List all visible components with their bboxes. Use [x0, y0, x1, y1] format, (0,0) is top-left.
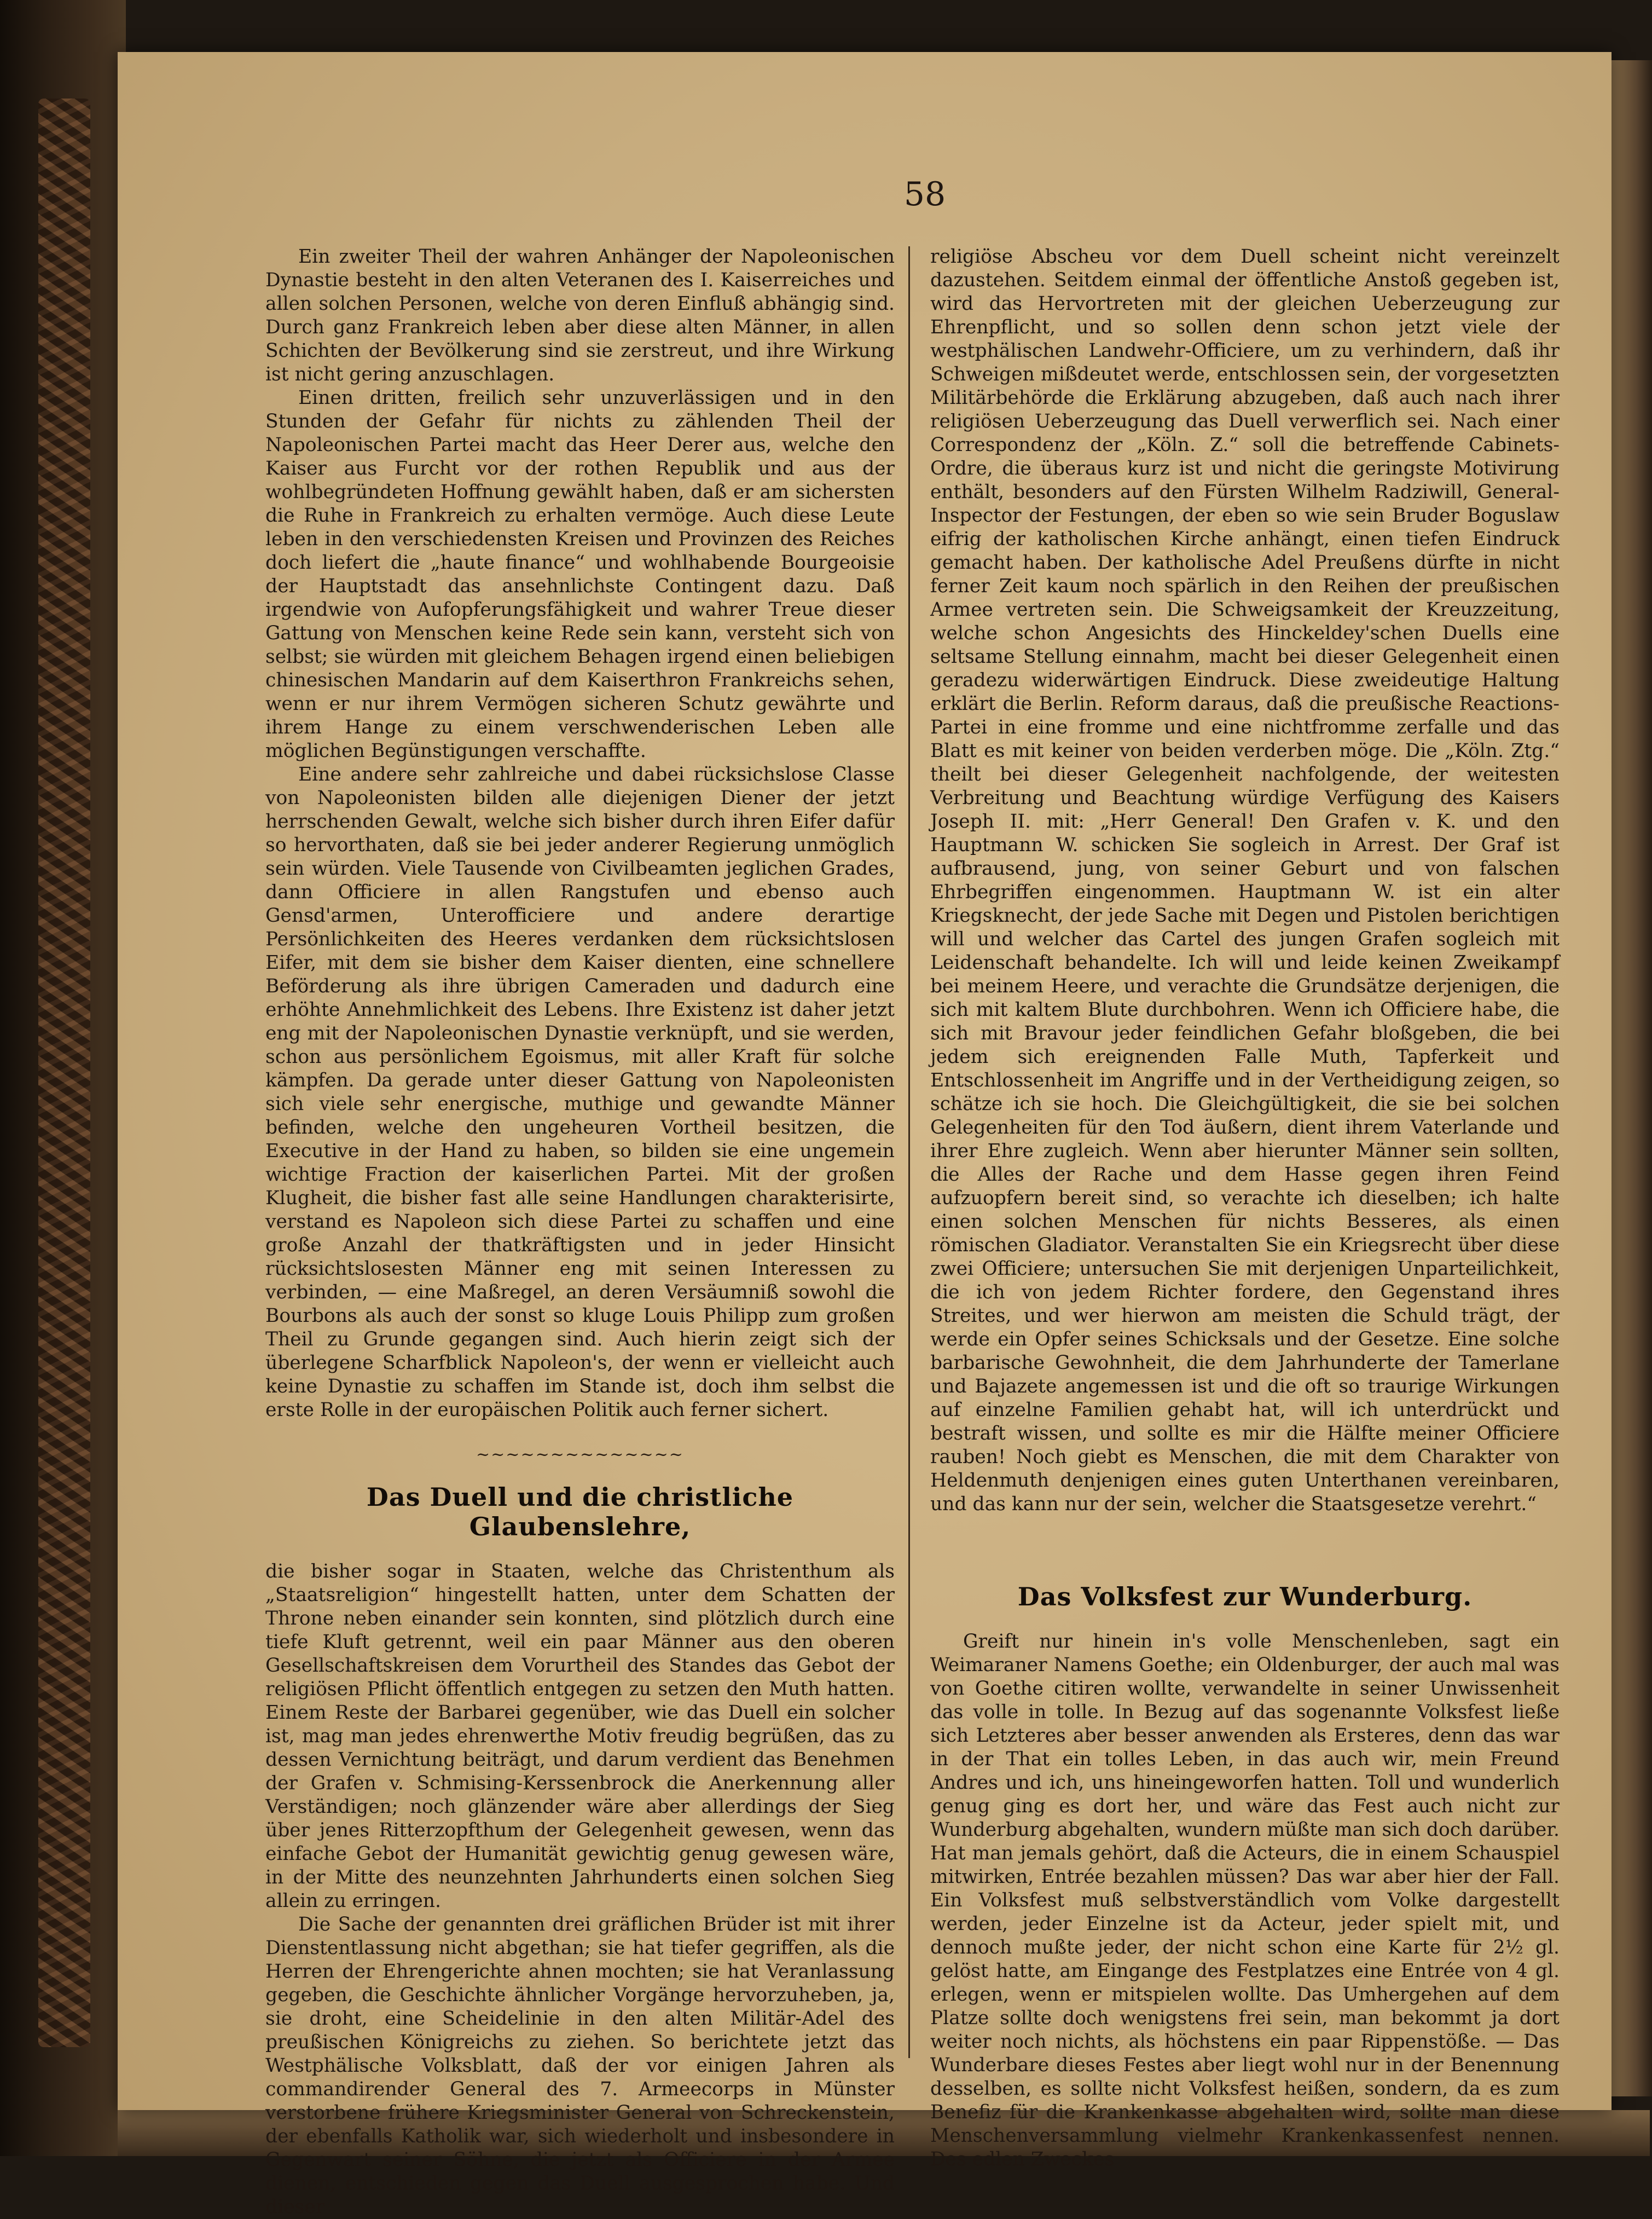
left-paragraph-1: Ein zweiter Theil der wahren Anhänger der Napoleonischen Dynastie besteht in den alten Veteranen des I. Kaiserreiches und allen solchen Personen, welche von deren Einfluß abhängig sind. Durch ganz Frankreich leben aber diese alten Männer, in allen Schichten der Bevölkerung sind sie zerstreut, und ihre Wirkung ist nicht gering anzuschlagen.	[265, 246, 895, 385]
section-divider: ~~~~~~~~~~~~~~	[476, 1445, 684, 1464]
left-paragraph-4: die bisher sogar in Staaten, welche das Christenthum als „Staatsreligion“ hingestellt hatten, unter dem Schatten der Throne neben einander sein konnten, sind plötzlich durch eine tiefe Kluft getrennt, weil ein paar Männer aus den oberen Gesellschaftskreisen dem Vorurtheil des Standes das Gebot der religiösen Pflicht öffentlich entgegen zu setzen den Muth hatten. Einem Reste der Barbarei gegenüber, wie das Duell ein solcher ist, mag man jedes ehrenwerthe Motiv freudig begrüßen, das zu dessen Vernichtung beiträgt, und darum verdient das Benehmen der Grafen v. Schmising-Kerssenbrock die Anerkennung aller Verständigen; noch glänzender wäre aber allerdings der Sieg über jenes Ritterzopfthum der Gelegenheit gewesen, wenn das einfache Gebot der Humanität gewichtig genug gewesen wäre, in der Mitte des neunzehnten Jahrhunderts einen solchen Sieg allein zu erringen.	[265, 1561, 895, 1912]
left-paragraph-3: Eine andere sehr zahlreiche und dabei rücksichslose Classe von Napoleonisten bilden alle diejenigen Diener der jetzt herrschenden Gewalt, welche sich bisher durch ihren Eifer dafür so hervorthaten, daß sie bei jeder anderer Regierung unmöglich sein würden. Viele Tausende von Civilbeamten jeglichen Grades, dann Officiere in allen Rangstufen und ebenso auch Gensd'armen, Unterofficiere und andere derartige Persönlichkeiten des Heeres verdanken dem rücksichtslosen Eifer, mit dem sie bisher dem Kaiser dienten, eine schnellere Beförderung als ihre übrigen Cameraden und dadurch eine erhöhte Annehmlichkeit des Lebens. Ihre Existenz ist daher jetzt eng mit der Napoleonischen Dynastie verknüpft, und sie werden, schon aus persönlichem Egoismus, mit aller Kraft für solche kämpfen. Da gerade unter dieser Gattung von Napoleonisten sich viele sehr energische, muthige und gewandte Männer befinden, welche den ungeheuren Vortheil besitzen, die Executive in der Hand zu haben, so bilden sie eine ungemein wichtige Fraction der kaiserlichen Partei. Mit der großen Klugheit, die bisher fast alle seine Handlungen charakterisirte, verstand es Napoleon sich diese Partei zu schaffen und eine große Anzahl der thatkräftigsten und in jeder Hinsicht rücksichtslosesten Männer eng mit seinen Interessen zu verbinden, — eine Maßregel, an deren Versäumniß sowohl die Bourbons als auch der sonst so kluge Louis Philipp zum großen Theil zu Grunde gegangen sind. Auch hierin zeigt sich der überlegene Scharfblick Napoleon's, der wenn er vielleicht auch keine Dynastie zu schaffen im Stande ist, doch ihm selbst die erste Rolle in der europäischen Politik auch ferner sichert.	[265, 764, 895, 1421]
marbled-cover	[38, 99, 90, 2047]
left-paragraph-5: Die Sache der genannten drei gräflichen Brüder ist mit ihrer Dienstentlassung nicht abgethan; sie hat tiefer gegriffen, als die Herren der Ehrengerichte ahnen mochten; sie hat Veranlassung gegeben, die Geschichte ähnlicher Vorgänge hervorzuheben, ja, sie droht, eine Scheidelinie in den alten Militär-Adel des preußischen Königreichs zu ziehen. So berichtete jetzt das Westphälische Volksblatt, daß der vor einigen Jahren als commandirender General des 7. Armeecorps in Münster verstorbene frühere Kriegsminister General von Schreckenstein, der ebenfalls Katholik war, sich wiederholt und insbesondere in Gegenwart seiner Söhne, die jetzt als Officiere in der Armee dienen, entschieden gegen das Duell ausgesprochen habe. Und dieser	[265, 1914, 895, 2218]
page-stack-right	[1612, 60, 1652, 2096]
right-paragraph-1: religiöse Abscheu vor dem Duell scheint nicht vereinzelt dazustehen. Seitdem einmal der öffentliche Anstoß gegeben ist, wird das Hervortreten mit der gleichen Ueberzeugung zur Ehrenpflicht, und so sollen denn schon jetzt viele der westphälischen Landwehr-Officiere, um zu verhindern, daß ihr Schweigen mißdeutet werde, entschlossen sein, der vorgesetzten Militärbehörde die Erklärung abzugeben, daß auch nach ihrer religiösen Ueberzeugung das Duell verwerflich sei. Nach einer Correspondenz der „Köln. Z.“ soll die betreffende Cabinets-Ordre, die überaus kurz ist und nicht die geringste Motivirung enthält, besonders auf den Fürsten Wilhelm Radziwill, General-Inspector der Festungen, der eben so wie sein Bruder Boguslaw eifrig der katholischen Kirche anhängt, einen tiefen Eindruck gemacht haben. Der katholische Adel Preußens dürfte in nicht ferner Zeit kaum noch spärlich in den Reihen der preußischen Armee vertreten sein. Die Schweigsamkeit der Kreuzzeitung, welche schon Angesichts des Hinckeldey'schen Duells eine seltsame Stellung einnahm, macht bei dieser Gelegenheit einen geradezu widerwärtigen Eindruck. Diese zweideutige Haltung erklärt die Berlin. Reform daraus, daß die preußische Reactions-Partei in eine fromme und eine nichtfromme zerfalle und das Blatt es mit keiner von beiden verderben möge. Die „Köln. Ztg.“ theilt bei dieser Gelegenheit nachfolgende, der weitesten Verbreitung und Beachtung würdige Verfügung des Kaisers Joseph II. mit: „Herr General! Den Grafen v. K. und den Hauptmann W. schicken Sie sogleich in Arrest. Der Graf ist aufbrausend, jung, von seiner Geburt und von falschen Ehrbegriffen eingenommen. Hauptmann W. ist ein alter Kriegsknecht, der jede Sache mit Degen und Pistolen berichtigen will und welcher das Cartel des jungen Grafen sogleich mit Leidenschaft behandelte. Ich will und leide keinen Zweikampf bei meinem Heere, und verachte die Grundsätze derjenigen, die sich mit kaltem Blute durchbohren. Wenn ich Officiere habe, die sich mit Bravour jeder feindlichen Gefahr bloßgeben, die bei jedem sich ereignenden Falle Muth, Tapferkeit und Entschlossenheit im Angriffe und in der Vertheidigung zeigen, so schätze ich sie hoch. Die Gleichgültigkeit, die sie bei solchen Gelegenheiten für den Tod äußern, dient ihrem Vaterlande und ihrer Ehre zugleich. Wenn aber hierunter Männer sein sollten, die Alles der Rache und dem Hasse gegen ihren Feind aufzuopfern bereit sind, so verachte ich dieselben; ich halte einen solchen Menschen für nichts Besseres, als einen römischen Gladiator. Veranstalten Sie ein Kriegsrecht über diese zwei Officiere; untersuchen Sie mit derjenigen Unparteilichkeit, die ich von jedem Richter fordere, den Gegenstand ihres Streites, und wer hierwon am meisten die Schuld trägt, der werde ein Opfer seines Schicksals und der Gesetze. Eine solche barbarische Gewohnheit, die dem Jahrhunderte der Tamerlane und Bajazete angemessen ist und die oft so traurige Wirkungen auf einzelne Familien gehabt hat, will ich unterdrückt und bestraft wissen, und sollte es mir die Hälfte meiner Officiere rauben! Noch giebt es Menschen, die mit dem Charakter von Heldenmuth denjenigen eines guten Unterthanen vereinbaren, und das kann nur der sein, welcher die Staatsgesetze verehrt.“	[930, 246, 1560, 1515]
right-paragraph-2: Greift nur hinein in's volle Menschenleben, sagt ein Weimaraner Namens Goethe; ein Oldenburger, der auch mal was von Goethe citiren wollte, verwandelte in seiner Unwissenheit das volle in tolle. In Bezug auf das sogenannte Volksfest ließe sich Letzteres aber besser anwenden als Ersteres, denn das war in der That ein tolles Leben, in das auch wir, mein Freund Andres und ich, uns hineingeworfen hatten. Toll und wunderlich genug ging es dort her, und wäre das Fest auch nicht zur Wunderburg abgehalten, wundern müßte man sich doch darüber. Hat man jemals gehört, daß die Acteurs, die in einem Schauspiel mitwirken, Entrée bezahlen müssen? Das war aber hier der Fall. Ein Volksfest muß selbstverständlich vom Volke dargestellt werden, jeder Einzelne ist da Acteur, jeder spielt mit, und dennoch mußte jeder, der nicht schon eine Karte für 2½ gl. gelöst hatte, am Eingange des Festplatzes eine Entrée von 4 gl. erlegen, wenn er mitspielen wollte. Das Umhergehen auf dem Platze sollte doch wenigstens frei sein, man bekommt ja dort weiter noch nichts, als höchstens ein paar Rippenstöße. — Das Wunderbare dieses Festes aber liegt wohl nur in der Benennung desselben, es sollte nicht Volksfest heißen, sondern, da es zum Benefiz für die Krankenkasse abgehalten wird, sollte man diese Menschenversammlung vielmehr Krankenkassenfest nennen. Des edlen Zweckes	[930, 1631, 1560, 2170]
page-number: 58	[903, 175, 946, 213]
article-title-duell: Das Duell und die christliche Glaubenslehre,	[366, 1482, 794, 1541]
article-title-volksfest: Das Volksfest zur Wunderburg.	[1017, 1582, 1473, 1611]
left-paragraph-2: Einen dritten, freilich sehr unzuverlässigen und in den Stunden der Gefahr für nichts zu zählenden Theil der Napoleonischen Partei macht das Heer Derer aus, welche den Kaiser aus Furcht vor der rothen Republik und aus der wohlbegründeten Hoffnung gewählt haben, daß er am sichersten die Ruhe in Frankreich zu erhalten vermöge. Auch diese Leute leben in den verschiedensten Kreisen und Provinzen des Reiches doch liefert die „haute finance“ und wohlhabende Bourgeoisie der Hauptstadt das ansehnlichste Contingent dazu. Daß irgendwie von Aufopferungsfähigkeit und wahrer Treue dieser Gattung von Menschen keine Rede sein kann, versteht sich von selbst; sie würden mit gleichem Behagen irgend einen beliebigen chinesischen Mandarin auf dem Kaiserthron Frankreichs sehen, wenn er nur ihrem Vermögen sicheren Schutz gewährte und ihrem Hange zu einem verschwenderischen Leben alle möglichen Begünstigungen verschaffte.	[265, 387, 895, 762]
left-column	[265, 245, 895, 2219]
right-column	[930, 245, 1560, 2171]
column-rule	[908, 246, 910, 2058]
